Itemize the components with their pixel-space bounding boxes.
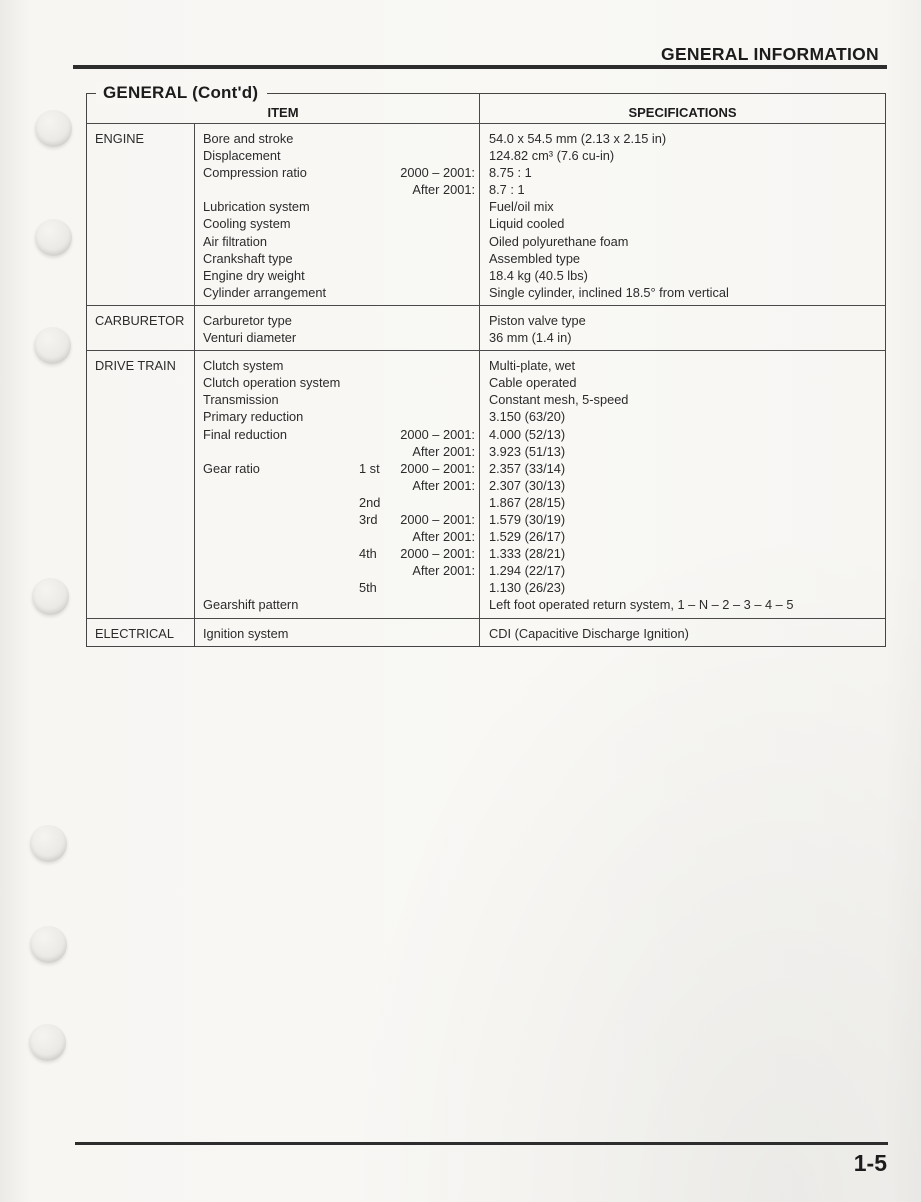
item-row bbox=[195, 460, 479, 477]
column-header-specifications: SPECIFICATIONS bbox=[628, 105, 737, 120]
spec-value: 1.333 (28/21) bbox=[489, 546, 566, 562]
spec-value: Single cylinder, inclined 18.5° from vertical bbox=[489, 284, 729, 300]
item-row bbox=[195, 181, 479, 198]
spec-value: 2.357 (33/14) bbox=[489, 460, 566, 476]
gear-label bbox=[359, 329, 394, 346]
spec-value: Oiled polyurethane foam bbox=[489, 233, 629, 249]
spec-value: Assembled type bbox=[489, 250, 581, 266]
year-label: After 2001: bbox=[412, 477, 475, 493]
page-number: 1-5 bbox=[853, 1150, 887, 1176]
binder-hole bbox=[35, 219, 72, 256]
item-label bbox=[195, 528, 359, 545]
gear-label bbox=[359, 562, 394, 579]
item-row bbox=[195, 579, 479, 596]
item-row bbox=[195, 391, 479, 408]
spec-section-carburetor bbox=[87, 305, 885, 350]
year-label: 2000 – 2001: bbox=[400, 165, 475, 181]
item-row bbox=[195, 198, 479, 215]
item-label: Primary reduction bbox=[203, 409, 304, 425]
spec-section-engine bbox=[87, 124, 885, 305]
spec-value: 8.7 : 1 bbox=[489, 182, 525, 198]
spec-value: 36 mm (1.4 in) bbox=[489, 330, 572, 346]
gear-label bbox=[359, 391, 394, 408]
item-row bbox=[195, 147, 479, 164]
year-label bbox=[394, 494, 479, 511]
item-label: Lubrication system bbox=[203, 199, 310, 215]
year-label bbox=[394, 147, 479, 164]
spec-value: Left foot operated return system, 1 – N – 2 – 3 – 4 – 5 bbox=[489, 597, 794, 613]
item-label: Carburetor type bbox=[203, 312, 292, 328]
gear-label: 2nd bbox=[359, 494, 381, 510]
year-label: After 2001: bbox=[412, 443, 475, 459]
column-header-item: ITEM bbox=[87, 94, 480, 123]
spec-value: 3.150 (63/20) bbox=[489, 409, 566, 425]
year-label bbox=[394, 267, 479, 284]
item-label: Bore and stroke bbox=[203, 131, 294, 146]
year-label bbox=[394, 284, 479, 301]
item-row bbox=[195, 545, 479, 562]
spec-value: Liquid cooled bbox=[489, 216, 565, 232]
item-label: Clutch system bbox=[203, 358, 284, 374]
year-label: 2000 – 2001: bbox=[400, 426, 475, 442]
item-label bbox=[195, 562, 359, 579]
item-row bbox=[195, 374, 479, 391]
item-row bbox=[195, 233, 479, 250]
item-column bbox=[195, 619, 480, 646]
spec-value: 54.0 x 54.5 mm (2.13 x 2.15 in) bbox=[489, 131, 667, 146]
gear-label bbox=[359, 284, 394, 301]
spec-value: 1.294 (22/17) bbox=[489, 563, 566, 579]
item-label bbox=[195, 477, 359, 494]
item-row bbox=[195, 443, 479, 460]
year-label bbox=[394, 408, 479, 425]
year-label bbox=[394, 250, 479, 267]
item-label: Clutch operation system bbox=[203, 375, 341, 391]
item-label: Compression ratio bbox=[203, 165, 307, 181]
year-label: After 2001: bbox=[412, 182, 475, 198]
year-label: 2000 – 2001: bbox=[400, 511, 475, 527]
item-row bbox=[195, 408, 479, 425]
spec-value: 1.529 (26/17) bbox=[489, 529, 566, 545]
spec-table bbox=[86, 83, 886, 647]
gear-label: 1 st bbox=[359, 460, 380, 476]
gear-label bbox=[359, 147, 394, 164]
page-header-title: GENERAL INFORMATION bbox=[661, 44, 879, 64]
spec-column bbox=[480, 351, 885, 617]
gear-label bbox=[359, 596, 394, 613]
spec-value: 1.867 (28/15) bbox=[489, 494, 566, 510]
year-label: After 2001: bbox=[412, 563, 475, 579]
item-row bbox=[195, 250, 479, 267]
spec-value: 4.000 (52/13) bbox=[489, 426, 566, 442]
item-label bbox=[195, 443, 359, 460]
item-row bbox=[195, 357, 479, 374]
binder-hole bbox=[29, 1024, 66, 1061]
spec-section-electrical bbox=[87, 618, 885, 646]
item-label: Crankshaft type bbox=[203, 250, 293, 266]
gear-label bbox=[359, 408, 394, 425]
item-row bbox=[195, 312, 479, 329]
year-label: 2000 – 2001: bbox=[400, 460, 475, 476]
year-label bbox=[394, 198, 479, 215]
spec-value: 8.75 : 1 bbox=[489, 165, 532, 181]
gear-label bbox=[359, 426, 394, 443]
item-column bbox=[195, 351, 480, 617]
gear-label: 3rd bbox=[359, 511, 378, 527]
item-row bbox=[195, 562, 479, 579]
category-label: ENGINE bbox=[87, 124, 195, 305]
header-rule bbox=[73, 65, 887, 69]
category-label: ELECTRICAL bbox=[87, 619, 195, 646]
spec-section-drive-train bbox=[87, 350, 885, 617]
gear-label bbox=[359, 625, 394, 642]
item-row bbox=[195, 284, 479, 301]
item-label: Final reduction bbox=[203, 426, 287, 442]
year-label bbox=[394, 233, 479, 250]
gear-label bbox=[359, 198, 394, 215]
category-label: DRIVE TRAIN bbox=[87, 351, 195, 617]
spec-value: 124.82 cm³ (7.6 cu-in) bbox=[489, 148, 615, 164]
year-label bbox=[394, 215, 479, 232]
footer-rule bbox=[75, 1142, 888, 1145]
item-row bbox=[195, 267, 479, 284]
gear-label: 5th bbox=[359, 580, 377, 596]
item-label: Displacement bbox=[203, 148, 281, 164]
year-label: 2000 – 2001: bbox=[400, 546, 475, 562]
spec-value: 1.130 (26/23) bbox=[489, 580, 566, 596]
year-label bbox=[394, 130, 479, 147]
spec-value: 18.4 kg (40.5 lbs) bbox=[489, 267, 588, 283]
item-label: Transmission bbox=[203, 392, 279, 408]
binder-hole bbox=[34, 327, 71, 364]
item-row bbox=[195, 477, 479, 494]
item-label: Gear ratio bbox=[203, 460, 260, 476]
spec-column bbox=[480, 306, 885, 350]
item-row bbox=[195, 164, 479, 181]
binder-hole bbox=[35, 110, 72, 147]
gear-label bbox=[359, 215, 394, 232]
year-label bbox=[394, 329, 479, 346]
item-label: Cylinder arrangement bbox=[203, 284, 327, 300]
spec-value: 1.579 (30/19) bbox=[489, 511, 566, 527]
item-row bbox=[195, 130, 479, 147]
gear-label bbox=[359, 181, 394, 198]
spec-value: 3.923 (51/13) bbox=[489, 443, 566, 459]
item-label: Cooling system bbox=[203, 216, 291, 232]
gear-label bbox=[359, 164, 394, 181]
item-row bbox=[195, 215, 479, 232]
item-column bbox=[195, 124, 480, 305]
item-label: Air filtration bbox=[203, 233, 268, 249]
item-label: Ignition system bbox=[203, 625, 289, 641]
item-label: Venturi diameter bbox=[203, 330, 297, 346]
gear-label bbox=[359, 357, 394, 374]
gear-label bbox=[359, 374, 394, 391]
year-label bbox=[394, 391, 479, 408]
item-label: Gearshift pattern bbox=[203, 597, 299, 613]
item-row bbox=[195, 511, 479, 528]
item-label bbox=[195, 579, 359, 596]
item-label bbox=[195, 545, 359, 562]
binder-hole bbox=[30, 926, 67, 963]
spec-column bbox=[480, 619, 885, 646]
item-label bbox=[195, 181, 359, 198]
gear-label bbox=[359, 250, 394, 267]
table-body bbox=[87, 124, 885, 646]
item-row bbox=[195, 494, 479, 511]
spec-column bbox=[480, 124, 885, 305]
item-row bbox=[195, 596, 479, 613]
table-title: GENERAL (Cont'd) bbox=[96, 82, 267, 104]
gear-label bbox=[359, 477, 394, 494]
binder-hole bbox=[30, 825, 67, 862]
item-label bbox=[195, 511, 359, 528]
gear-label bbox=[359, 130, 394, 147]
year-label bbox=[394, 312, 479, 329]
item-column bbox=[195, 306, 480, 350]
spec-value: 2.307 (30/13) bbox=[489, 477, 566, 493]
spec-value: Constant mesh, 5-speed bbox=[489, 392, 629, 408]
category-label: CARBURETOR bbox=[87, 306, 195, 350]
item-row bbox=[195, 426, 479, 443]
year-label bbox=[394, 625, 479, 642]
year-label bbox=[394, 596, 479, 613]
binder-hole bbox=[32, 578, 69, 615]
year-label: After 2001: bbox=[412, 529, 475, 545]
year-label bbox=[394, 357, 479, 374]
year-label bbox=[394, 579, 479, 596]
item-row bbox=[195, 329, 479, 346]
gear-label bbox=[359, 233, 394, 250]
gear-label: 4th bbox=[359, 546, 377, 562]
year-label bbox=[394, 374, 479, 391]
spec-value: Fuel/oil mix bbox=[489, 199, 554, 215]
spec-value: Cable operated bbox=[489, 375, 577, 391]
item-row bbox=[195, 625, 479, 642]
spec-value: CDI (Capacitive Discharge Ignition) bbox=[489, 625, 689, 641]
spec-value: Piston valve type bbox=[489, 312, 586, 328]
item-row bbox=[195, 528, 479, 545]
gear-label bbox=[359, 312, 394, 329]
gear-label bbox=[359, 267, 394, 284]
gear-label bbox=[359, 443, 394, 460]
item-label: Engine dry weight bbox=[203, 267, 305, 283]
item-label bbox=[195, 494, 359, 511]
spec-value: Multi-plate, wet bbox=[489, 358, 576, 374]
gear-label bbox=[359, 528, 394, 545]
